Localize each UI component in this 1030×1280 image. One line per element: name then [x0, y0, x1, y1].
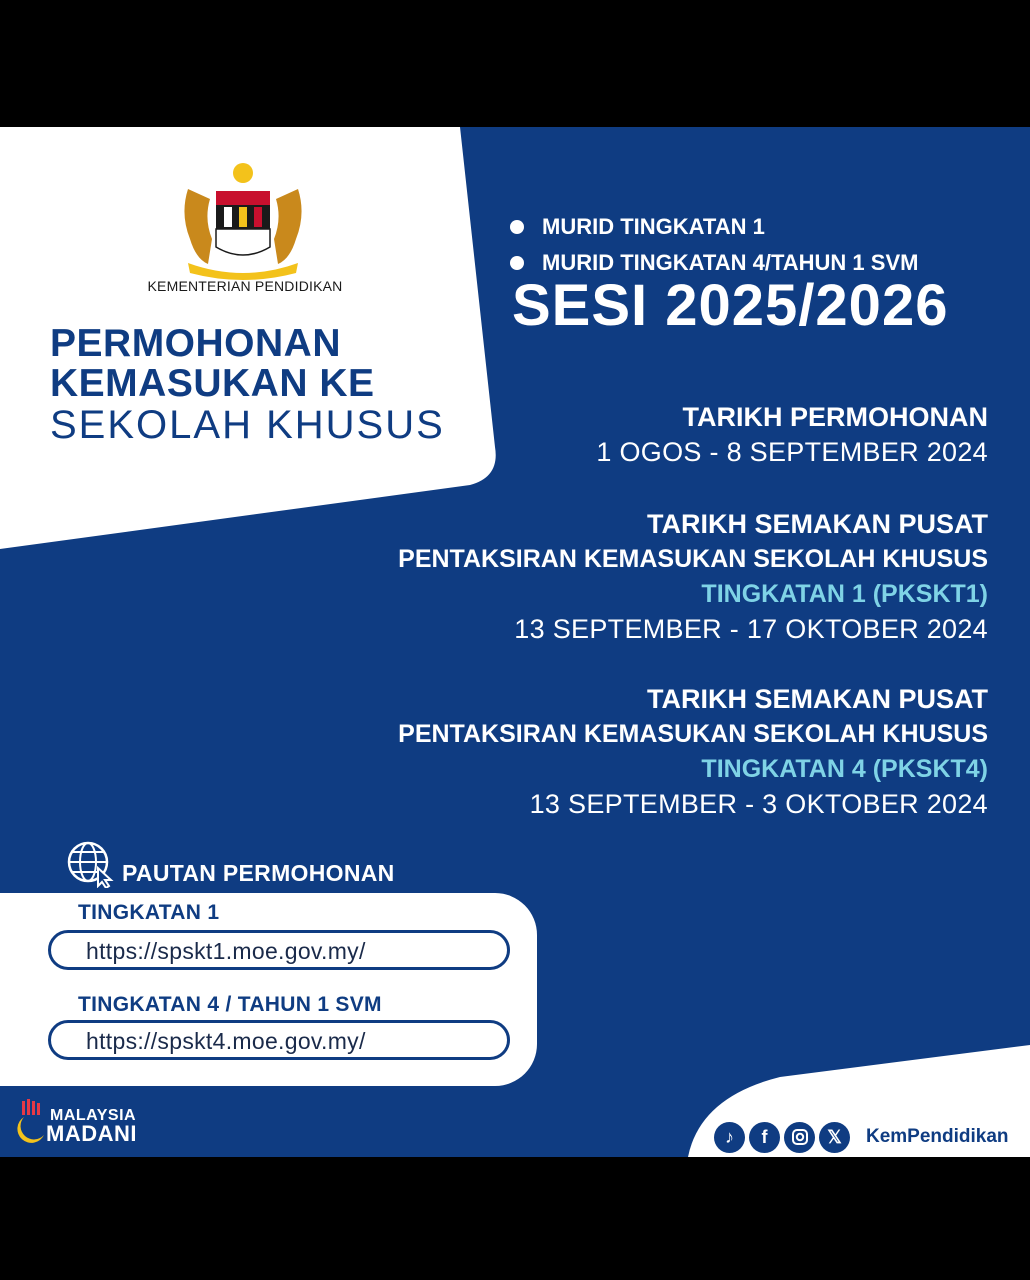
- brand-line-1: MALAYSIA: [50, 1107, 137, 1124]
- link-2-url-box[interactable]: [48, 1020, 510, 1060]
- title-line-1: PERMOHONAN: [50, 322, 342, 365]
- check-1-level: TINGKATAN 1 (PKSKT1): [701, 580, 988, 608]
- target-label: MURID TINGKATAN 4/TAHUN 1 SVM: [542, 250, 919, 275]
- check-2-subtitle: PENTAKSIRAN KEMASUKAN SEKOLAH KHUSUS: [398, 720, 988, 748]
- check-2-block: [398, 682, 988, 822]
- links-card: [0, 893, 537, 1086]
- social-handle[interactable]: KemPendidikan: [866, 1126, 1009, 1147]
- title-line-2: KEMASUKAN KE: [50, 362, 375, 405]
- session-title: SESI 2025/2026: [512, 273, 949, 338]
- tiktok-icon[interactable]: ♪: [714, 1122, 745, 1153]
- check-2-heading: TARIKH SEMAKAN PUSAT: [647, 684, 988, 714]
- check-1-block: [398, 507, 988, 647]
- check-2-level: TINGKATAN 4 (PKSKT4): [701, 755, 988, 783]
- links-heading: PAUTAN PERMOHONAN: [122, 860, 395, 886]
- link-1-label: TINGKATAN 1: [78, 901, 220, 924]
- title-line-3: SEKOLAH KHUSUS: [50, 403, 445, 447]
- x-icon[interactable]: 𝕏: [819, 1122, 850, 1153]
- target-list: [508, 209, 918, 281]
- check-2-dates: 13 SEPTEMBER - 3 OKTOBER 2024: [529, 789, 988, 819]
- globe-icon: [66, 840, 114, 888]
- ministry-name: KEMENTERIAN PENDIDIKAN: [147, 278, 343, 294]
- link-1-url[interactable]: https://spskt1.moe.gov.my/: [86, 938, 366, 964]
- link-2-label: TINGKATAN 4 / TAHUN 1 SVM: [78, 993, 382, 1016]
- check-1-dates: 13 SEPTEMBER - 17 OKTOBER 2024: [514, 614, 988, 644]
- application-dates: 1 OGOS - 8 SEPTEMBER 2024: [596, 437, 988, 467]
- target-item: [508, 209, 918, 245]
- bullet-dot-icon: [510, 256, 524, 270]
- check-1-heading: TARIKH SEMAKAN PUSAT: [647, 509, 988, 539]
- social-icons: [714, 1121, 850, 1153]
- jata-negara-crest: [168, 159, 318, 287]
- brand-line-2: MADANI: [46, 1121, 137, 1146]
- link-1-url-box[interactable]: [48, 930, 510, 970]
- facebook-icon[interactable]: f: [749, 1122, 780, 1153]
- application-heading: TARIKH PERMOHONAN: [682, 402, 988, 432]
- bullet-dot-icon: [510, 220, 524, 234]
- poster: [0, 127, 1030, 1157]
- application-date-block: [596, 400, 988, 470]
- instagram-icon[interactable]: [784, 1122, 815, 1153]
- link-2-url[interactable]: https://spskt4.moe.gov.my/: [86, 1028, 366, 1054]
- check-1-subtitle: PENTAKSIRAN KEMASUKAN SEKOLAH KHUSUS: [398, 545, 988, 573]
- target-label: MURID TINGKATAN 1: [542, 214, 765, 239]
